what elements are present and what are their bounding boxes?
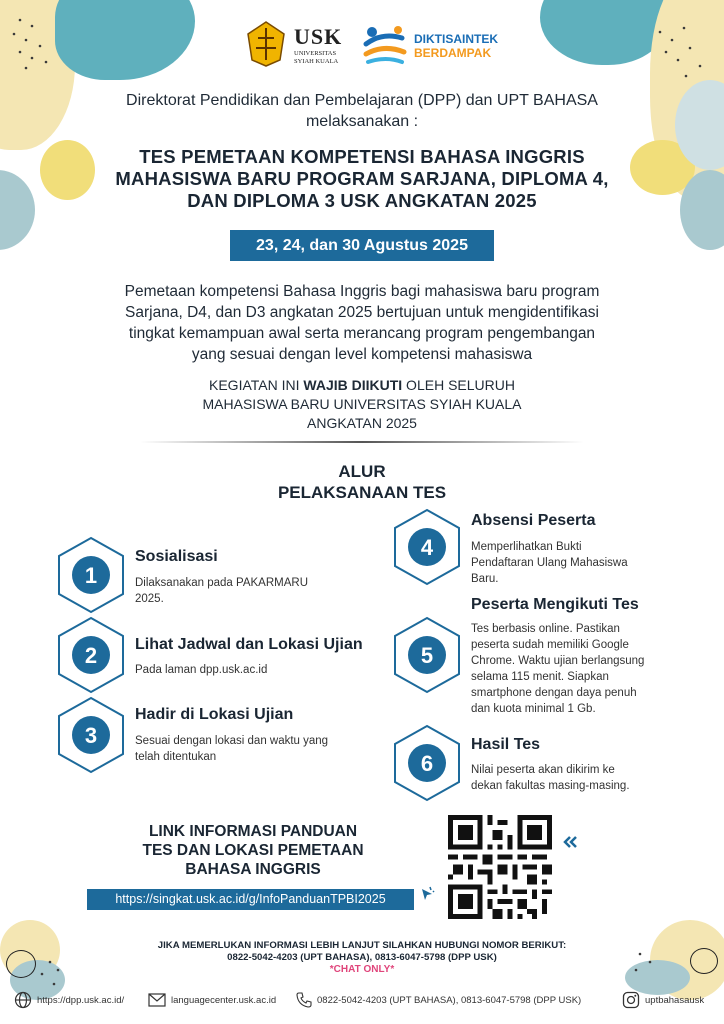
footer-phone[interactable] bbox=[296, 990, 581, 1010]
flow-title bbox=[0, 461, 724, 503]
mandatory-emphasis: WAJIB DIIKUTI bbox=[303, 377, 403, 393]
step-desc-line: peserta sudah memiliki Google bbox=[471, 639, 629, 651]
step-title: Sosialisasi bbox=[135, 548, 218, 565]
step-desc-line: 2025. bbox=[135, 593, 164, 605]
step-desc-line: Pada laman dpp.usk.ac.id bbox=[135, 664, 268, 676]
usk-subtitle: UNIVERSITAS bbox=[294, 50, 337, 57]
hexagon-icon bbox=[392, 616, 462, 694]
footer-website-text: https://dpp.usk.ac.id/ bbox=[37, 994, 125, 1006]
title-line: DAN DIPLOMA 3 USK ANGKATAN 2025 bbox=[187, 190, 537, 211]
step-desc-line: dekan fakultas masing-masing. bbox=[471, 780, 630, 792]
intro-line: Direktorat Pendidikan dan Pembelajaran (DPP) dan UPT BAHASA bbox=[126, 92, 598, 109]
step-desc-line: Nilai peserta akan dikirim ke bbox=[471, 764, 615, 776]
footer bbox=[0, 990, 724, 1010]
mandatory-suffix: OLEH SELURUH bbox=[402, 377, 515, 393]
hexagon-icon bbox=[392, 724, 462, 802]
step-desc bbox=[135, 662, 365, 678]
cursor-click-icon bbox=[418, 885, 436, 903]
date-badge: 23, 24, dan 30 Agustus 2025 bbox=[230, 230, 494, 261]
mandatory-line bbox=[0, 376, 724, 395]
step-desc-line: Baru. bbox=[471, 573, 499, 585]
description-line: tingkat kemampuan awal serta merancang program pengembangan bbox=[128, 325, 596, 342]
intro-line: melaksanakan : bbox=[305, 113, 419, 130]
mandatory-prefix: KEGIATAN INI bbox=[209, 377, 304, 393]
step-title: Hasil Tes bbox=[471, 736, 541, 753]
step-title: Peserta Mengikuti Tes bbox=[471, 596, 639, 613]
step-desc-line: telah ditentukan bbox=[135, 751, 217, 763]
flow-title-line: ALUR bbox=[338, 462, 386, 481]
step-desc bbox=[471, 621, 681, 717]
step-title: Absensi Peserta bbox=[471, 512, 596, 529]
section-divider bbox=[140, 441, 584, 443]
step-desc-line: Dilaksanakan pada PAKARMARU bbox=[135, 577, 309, 589]
step-desc-line: Memperlihatkan Bukti bbox=[471, 541, 582, 553]
step-number: 4 bbox=[420, 535, 434, 560]
step-desc bbox=[135, 575, 365, 607]
footer-email-text: languagecenter.usk.ac.id bbox=[171, 994, 277, 1006]
footer-email[interactable] bbox=[148, 990, 276, 1010]
step-desc bbox=[471, 539, 671, 587]
diktisaintek-logo-icon bbox=[362, 22, 408, 68]
step-number: 5 bbox=[420, 643, 434, 668]
footer-website[interactable] bbox=[14, 990, 124, 1010]
mandatory-line: ANGKATAN 2025 bbox=[307, 415, 417, 431]
title-line: TES PEMETAAN KOMPETENSI BAHASA INGGRIS bbox=[139, 146, 585, 167]
step-number: 1 bbox=[84, 563, 98, 588]
guide-link[interactable]: https://singkat.usk.ac.id/g/InfoPanduanTPBI2025 bbox=[87, 889, 414, 910]
phone-icon bbox=[296, 992, 312, 1008]
header-logos bbox=[244, 20, 514, 72]
globe-icon bbox=[14, 991, 32, 1009]
step-title: Lihat Jadwal dan Lokasi Ujian bbox=[135, 636, 363, 653]
usk-subtitle: SYIAH KUALA bbox=[294, 58, 339, 65]
chat-only-note: *CHAT ONLY* bbox=[329, 964, 395, 975]
mail-icon bbox=[148, 993, 166, 1007]
link-section-title bbox=[108, 822, 398, 879]
step-desc bbox=[471, 762, 681, 794]
description-line: Pemetaan kompetensi Bahasa Inggris bagi mahasiswa baru program bbox=[124, 283, 600, 300]
step-number: 6 bbox=[420, 751, 434, 776]
qr-code[interactable] bbox=[448, 815, 552, 919]
usk-logo-text bbox=[294, 24, 342, 66]
step-desc bbox=[135, 733, 375, 765]
step-number: 2 bbox=[84, 643, 98, 668]
page-title bbox=[0, 146, 724, 212]
hexagon-icon bbox=[56, 696, 126, 774]
diktisaintek-logo-text bbox=[414, 32, 498, 60]
hexagon-icon bbox=[392, 508, 462, 586]
link-title-line: BAHASA INGGRIS bbox=[185, 861, 321, 878]
footer-instagram[interactable] bbox=[622, 990, 704, 1010]
title-line: MAHASISWA BARU PROGRAM SARJANA, DIPLOMA 4, bbox=[115, 168, 609, 189]
step-desc-line: Pendaftaran Ulang Mahasiswa bbox=[471, 557, 628, 569]
instagram-icon bbox=[622, 991, 640, 1009]
link-title-line: LINK INFORMASI PANDUAN bbox=[148, 823, 358, 840]
double-chevron-icon bbox=[563, 835, 579, 849]
contact-line: 0822-5042-4203 (UPT BAHASA), 0813-6047-5798 (DPP USK) bbox=[227, 952, 497, 963]
dikti-line-1: DIKTISAINTEK bbox=[414, 32, 498, 46]
contact-line: JIKA MEMERLUKAN INFORMASI LEBIH LANJUT SILAHKAN HUBUNGI NOMOR BERIKUT: bbox=[157, 940, 567, 951]
step-title: Hadir di Lokasi Ujian bbox=[135, 706, 294, 723]
step-desc-line: selama 115 menit. Siapkan bbox=[471, 671, 609, 683]
flow-title-line: PELAKSANAAN TES bbox=[277, 483, 447, 502]
step-desc-line: Chrome. Waktu ujian berlangsung bbox=[471, 655, 645, 667]
usk-title: USK bbox=[294, 24, 343, 49]
hexagon-icon bbox=[56, 616, 126, 694]
step-desc-line: Tes berbasis online. Pastikan bbox=[471, 623, 620, 635]
link-title-line: TES DAN LOKASI PEMETAAN bbox=[142, 842, 364, 859]
description-line: yang sesuai dengan level kompetensi mahasiswa bbox=[191, 346, 533, 363]
step-desc-line: dan kuota minimal 1 Gb. bbox=[471, 703, 596, 715]
footer-phone-text: 0822-5042-4203 (UPT BAHASA), 0813-6047-5798 (DPP USK) bbox=[317, 994, 582, 1006]
step-desc-line: smartphone dengan daya penuh bbox=[471, 687, 637, 699]
hexagon-icon bbox=[56, 536, 126, 614]
step-desc-line: Sesuai dengan lokasi dan waktu yang bbox=[135, 735, 329, 747]
description-line: Sarjana, D4, dan D3 angkatan 2025 bertujuan untuk mengidentifikasi bbox=[125, 304, 599, 321]
intro-text bbox=[0, 90, 724, 132]
contact-info bbox=[0, 940, 724, 964]
dikti-line-2: BERDAMPAK bbox=[414, 46, 492, 60]
mandatory-notice bbox=[0, 376, 724, 433]
usk-emblem-icon bbox=[244, 20, 288, 68]
footer-instagram-text: uptbahasausk bbox=[645, 994, 705, 1006]
mandatory-line: MAHASISWA BARU UNIVERSITAS SYIAH KUALA bbox=[202, 396, 522, 412]
description bbox=[0, 281, 724, 365]
step-number: 3 bbox=[84, 723, 98, 748]
